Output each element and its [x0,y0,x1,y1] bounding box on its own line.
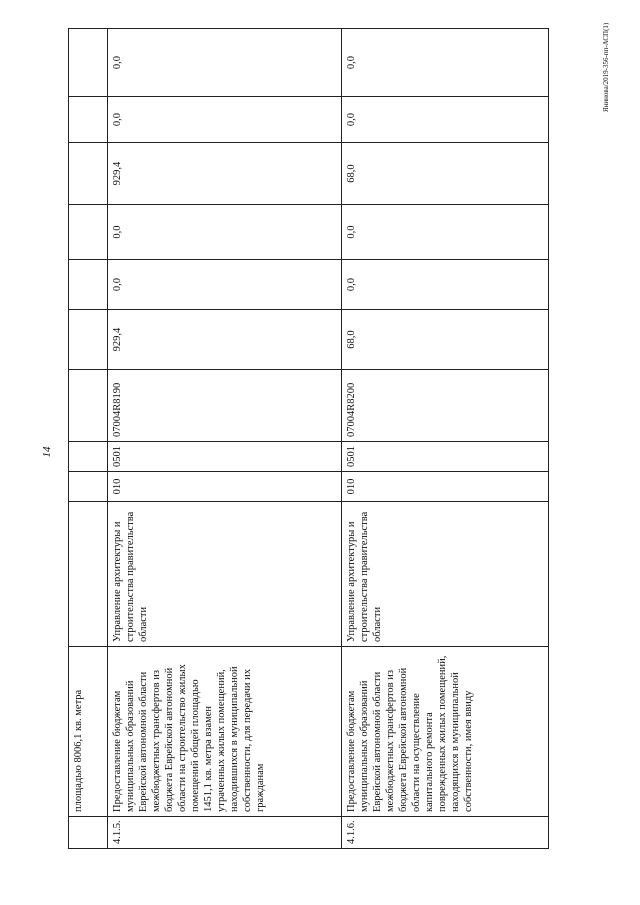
budget-table [68,28,549,849]
row-total: 929,4 [108,310,342,370]
row-csr: 07004R8200 [342,370,549,442]
row-grbs: 010 [342,472,549,502]
row-value-2: 0,0 [342,205,549,260]
table-row [108,29,342,849]
table-rotated-container [68,29,538,849]
row-total: 68,0 [342,310,549,370]
row-value-2: 0,0 [108,205,342,260]
row-value-4: 0,0 [108,97,342,143]
table-row [342,29,549,849]
row-value-5: 0,0 [342,29,549,97]
page-number: 14 [41,446,53,458]
row-description: Предоставление бюджетам муниципальных образований Еврейской автономной области межбюджетных трансфертов из бюджета Еврейской автономной области на осуществление капитального ремонта поврежденных жилых помещений, находящихся в муниципальной собственности, имея ввиду [342,647,549,817]
row-number: 4.1.5. [108,817,342,849]
row-description: Предоставление бюджетам муниципальных образований Еврейской автономной области межбюджетных трансфертов из бюджета Еврейской автономной области на строительство жилых помещений общей площадью 1451,1 кв. метра взамен утраченных жилых помещений, находившихся в муниципальной собственности, для передачи их гражданам [108,647,342,817]
row-rzpr: 0501 [342,442,549,472]
row-executor: Управление архитектуры и строительства правительства области [108,502,342,647]
row-value-3: 68,0 [342,143,549,205]
continuation-text: площадью 8006,1 кв. метра [69,647,108,817]
row-grbs: 010 [108,472,342,502]
row-value-4: 0,0 [342,97,549,143]
row-value-5: 0,0 [108,29,342,97]
table-row-continuation [69,29,108,849]
row-number: 4.1.6. [342,817,549,849]
row-csr: 07004R8190 [108,370,342,442]
document-code: Янинова/2019-356-пп-АСП(1) [602,22,610,112]
row-value-1: 0,0 [342,260,549,310]
row-rzpr: 0501 [108,442,342,472]
row-value-1: 0,0 [108,260,342,310]
row-executor: Управление архитектуры и строительства правительства области [342,502,549,647]
cell-empty [69,817,108,849]
row-value-3: 929,4 [108,143,342,205]
